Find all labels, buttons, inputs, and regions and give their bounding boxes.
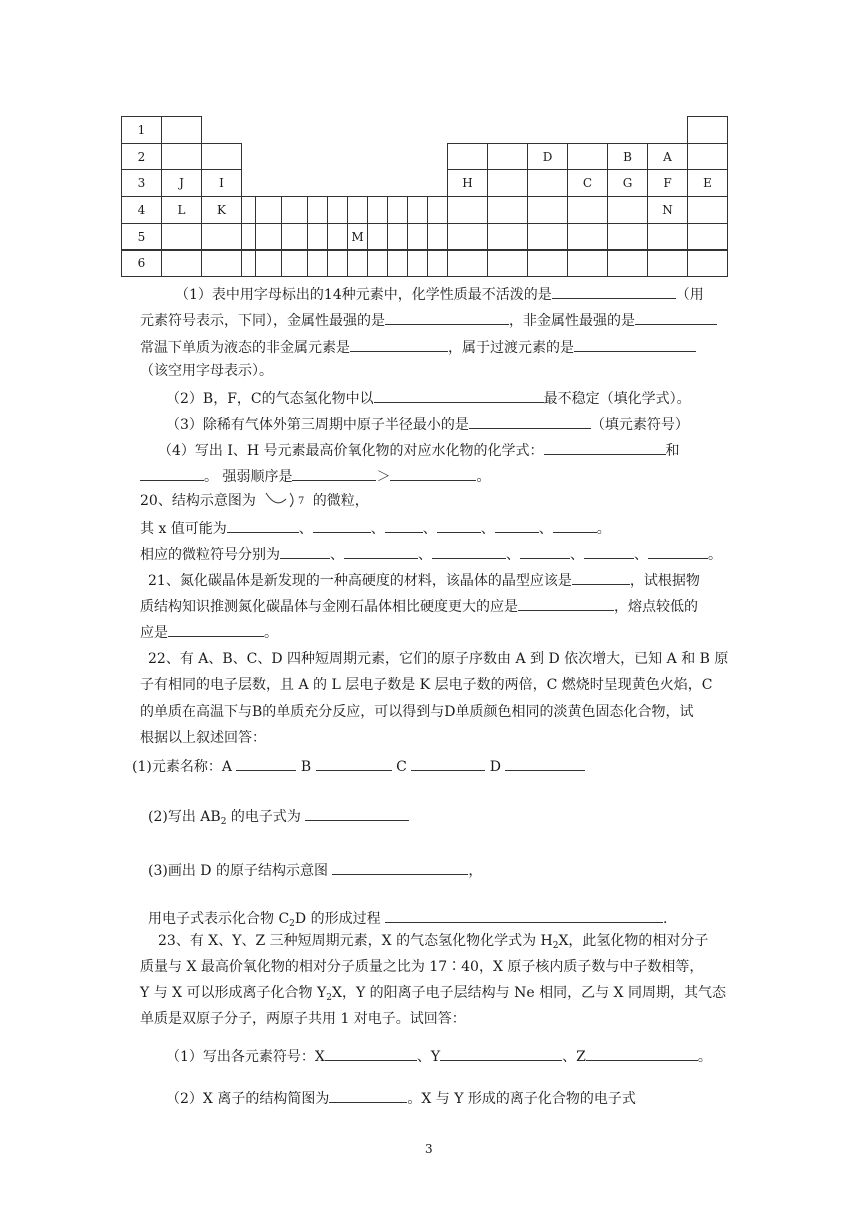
period-label: 1 xyxy=(121,116,162,144)
table-cell xyxy=(201,250,242,278)
q22-part3: (3)画出 D 的原子结构示意图 ， xyxy=(148,860,482,880)
table-cell xyxy=(367,223,388,251)
table-cell xyxy=(407,196,428,224)
table-cell xyxy=(161,223,202,251)
table-cell xyxy=(255,223,282,251)
table-cell xyxy=(487,143,528,171)
table-cell xyxy=(427,196,448,224)
table-cell xyxy=(161,143,202,171)
table-cell xyxy=(447,196,488,224)
table-cell xyxy=(447,250,488,278)
element-cell-m: M xyxy=(347,223,368,251)
q23-part2: （2）X 离子的结构简图为 。X 与 Y 形成的离子化合物的电子式 xyxy=(166,1088,636,1108)
table-cell xyxy=(647,223,688,251)
q19-part4: （4）写出 I、H 号元素最高价氧化物的对应水化物的化学式： 和 xyxy=(158,440,680,460)
table-cell xyxy=(327,196,348,224)
table-cell xyxy=(527,169,568,197)
period-label: 5 xyxy=(121,223,162,251)
table-cell xyxy=(647,250,688,278)
table-cell xyxy=(367,250,388,278)
table-cell xyxy=(527,250,568,278)
table-cell xyxy=(255,196,282,224)
table-cell xyxy=(307,250,328,278)
q23-part1: （1）写出各元素符号：X 、Y 、Z 。 xyxy=(166,1046,712,1066)
element-cell-a: A xyxy=(647,143,688,171)
q22-part1: (1)元素名称：A B C D xyxy=(132,756,585,776)
table-cell xyxy=(347,196,368,224)
q23-line1: 23、有 X、Y、Z 三种短周期元素，X 的气态氢化物化学式为 $H_2X$，此氢化物的相对分子 xyxy=(158,933,709,951)
q19-line3: 常温下单质为液态的非金属元素是 ，属于过渡元素的是 xyxy=(140,337,696,357)
q22-line3: 的单质在高温下与B的单质充分反应，可以得到与D单质颜色相同的淡黄色固态化合物，试 xyxy=(140,704,694,720)
table-cell xyxy=(607,196,648,224)
table-cell xyxy=(281,250,308,278)
table-cell xyxy=(327,223,348,251)
q22-line2: 子有相同的电子层数，且 A 的 L 层电子数是 K 层电子数的两倍，C 燃烧时呈现黄色火焰，C xyxy=(140,677,713,693)
element-cell-j: J xyxy=(161,169,202,197)
page-number: 3 xyxy=(425,1142,433,1156)
element-cell-l: L xyxy=(161,196,202,224)
table-cell xyxy=(567,143,608,171)
table-cell xyxy=(427,223,448,251)
table-cell xyxy=(407,223,428,251)
table-cell xyxy=(487,250,528,278)
q20-line1: 20、结构示意图为 7 的微粒， xyxy=(140,493,369,509)
table-cell xyxy=(161,116,202,144)
table-cell xyxy=(307,196,328,224)
q22-line1: 22、有 A、B、C、D 四种短周期元素，它们的原子序数由 A 到 D 依次增大，已知 A 和 B 原 xyxy=(148,651,729,667)
table-cell xyxy=(241,223,256,251)
q21-line3: 应是 。 xyxy=(140,622,278,642)
element-cell-k: K xyxy=(201,196,242,224)
table-cell xyxy=(487,169,528,197)
period-label: 3 xyxy=(121,169,162,197)
element-cell-d: D xyxy=(527,143,568,171)
table-cell xyxy=(201,223,242,251)
table-cell xyxy=(241,250,256,278)
period-label: 2 xyxy=(121,143,162,171)
table-cell xyxy=(407,250,428,278)
table-cell xyxy=(241,196,256,224)
element-cell-i: I xyxy=(201,169,242,197)
q23-line4: 单质是双原子分子，两原子共用 1 对电子。试回答： xyxy=(140,1011,466,1027)
table-cell xyxy=(255,250,282,278)
q23-line3: Y 与 X 可以形成离子化合物 $Y_2X$，Y 的阳离子电子层结构与 Ne 相同，乙与 X 同周期，其气态 xyxy=(140,985,726,1003)
table-cell xyxy=(347,250,368,278)
table-cell xyxy=(427,250,448,278)
table-cell xyxy=(387,250,408,278)
q22-line4: 根据以上叙述回答： xyxy=(140,730,266,746)
period-label: 4 xyxy=(121,196,162,224)
table-cell xyxy=(327,250,348,278)
structure-diagram-icon xyxy=(260,491,308,511)
table-cell xyxy=(161,250,202,278)
table-cell xyxy=(687,223,728,251)
q19-part2: （2）B，F，C的气态氢化物中以 最不稳定（填化学式）。 xyxy=(166,388,691,408)
q19-line1: （1）表中用字母标出的14种元素中，化学性质最不活泼的是 （用 xyxy=(175,284,704,304)
table-cell xyxy=(447,143,488,171)
table-cell xyxy=(281,196,308,224)
element-cell-c: C xyxy=(567,169,608,197)
q20-line2: 其 x 值可能为 、 、 、 、 、 。 xyxy=(140,518,611,538)
period-label: 6 xyxy=(121,250,162,278)
q22-part3-cont: 用电子式表示化合物 $C_2D$ 的形成过程 . xyxy=(148,908,668,933)
svg-text:7: 7 xyxy=(298,496,305,507)
q21-line2: 质结构知识推测氮化碳晶体与金刚石晶体相比硬度更大的应是 ，熔点较低的 xyxy=(140,596,698,616)
table-cell xyxy=(307,223,328,251)
table-cell xyxy=(607,223,648,251)
table-cell xyxy=(387,196,408,224)
table-cell xyxy=(687,116,728,144)
q19-part4-cont: 。 强弱顺序是 ＞ 。 xyxy=(140,466,490,486)
table-cell xyxy=(201,143,242,171)
q23-line2: 质量与 X 最高价氧化物的相对分子质量之比为 17∶40，X 原子核内质子数与中子数相等， xyxy=(140,959,704,975)
element-cell-e: E xyxy=(687,169,728,197)
element-cell-f: F xyxy=(647,169,688,197)
table-cell xyxy=(567,223,608,251)
element-cell-h: H xyxy=(447,169,488,197)
table-cell xyxy=(567,250,608,278)
table-cell xyxy=(687,143,728,171)
table-cell xyxy=(387,223,408,251)
table-cell xyxy=(447,223,488,251)
table-cell xyxy=(567,196,608,224)
table-cell xyxy=(687,196,728,224)
q22-part2: (2)写出 $AB_2$ 的电子式为 xyxy=(148,806,409,831)
table-cell xyxy=(281,223,308,251)
table-cell xyxy=(527,196,568,224)
q21-line1: 21、氮化碳晶体是新发现的一种高硬度的材料，该晶体的晶型应该是 ，试根据物 xyxy=(148,570,700,590)
table-cell xyxy=(487,196,528,224)
element-cell-g: G xyxy=(607,169,648,197)
q19-part3: （3）除稀有气体外第三周期中原子半径最小的是 （填元素符号） xyxy=(166,414,689,434)
q19-line2: 元素符号表示，下同），金属性最强的是 ，非金属性最强的是 xyxy=(140,310,717,330)
q20-line3: 相应的微粒符号分别为 、 、 、 、 、 。 xyxy=(140,544,722,564)
element-cell-n: N xyxy=(647,196,688,224)
table-cell xyxy=(367,196,388,224)
table-cell xyxy=(527,223,568,251)
table-cell xyxy=(607,250,648,278)
table-cell xyxy=(687,250,728,278)
element-cell-b: B xyxy=(607,143,648,171)
table-cell xyxy=(487,223,528,251)
q19-line4: （该空用字母表示）。 xyxy=(140,363,273,379)
